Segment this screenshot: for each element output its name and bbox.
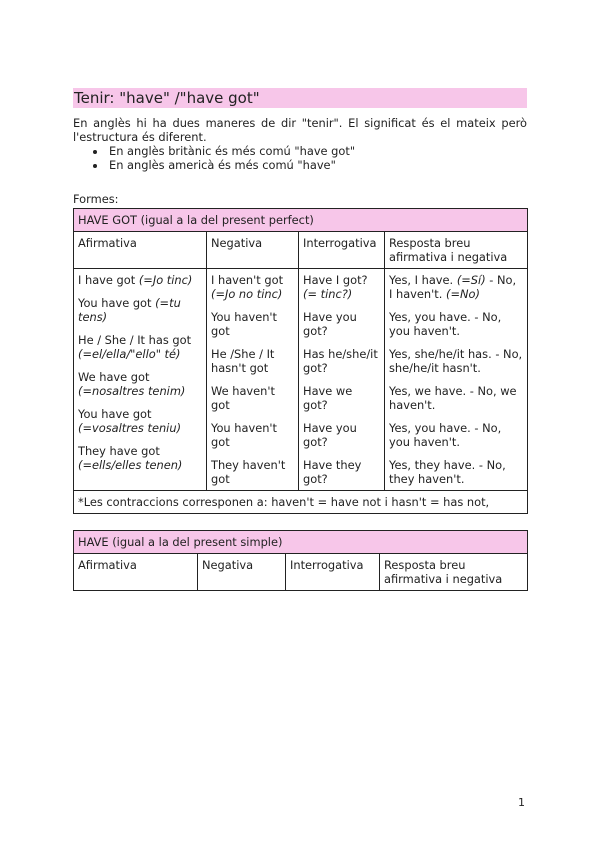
column-header-afirmativa: Afirmativa: [74, 554, 198, 591]
list-item: He /She / It hasn't got: [211, 347, 275, 375]
bullet-british: • En anglès britànic és més comú "have got": [107, 144, 527, 158]
list-item: Yes, she/he/it has. - No, she/he/it hasn't.: [389, 347, 523, 375]
table-have-got-header: HAVE GOT (igual a la del present perfect): [74, 209, 528, 232]
list-item: Have we got?: [303, 384, 353, 412]
list-item: Have you got?: [303, 310, 357, 338]
list-item: You haven't got: [211, 421, 278, 449]
column-header-negativa: Negativa: [198, 554, 286, 591]
list-item: Have you got?: [303, 421, 357, 449]
list-item: Yes, we have. - No, we haven't.: [389, 384, 517, 412]
table-footnote: *Les contraccions corresponen a: haven't = have not i hasn't = has not,: [74, 491, 528, 514]
list-item: We have got (=nosaltres tenim): [78, 370, 186, 398]
list-item: Yes, you have. - No, you haven't.: [389, 310, 502, 338]
table-have-header: HAVE (igual a la del present simple): [74, 531, 528, 554]
cell-afirmativa: [74, 269, 207, 491]
list-item: Have they got?: [303, 458, 362, 486]
list-item: I haven't got (=Jo no tinc): [211, 273, 284, 301]
column-header-resposta: Resposta breu afirmativa i negativa: [385, 232, 528, 269]
list-item: He / She / It has got (=el/ella/"ello" té): [78, 333, 192, 361]
list-item: I have got (=Jo tinc): [78, 273, 193, 287]
column-header-interrogativa: Interrogativa: [299, 232, 385, 269]
list-item: You have got (=tu tens): [78, 296, 181, 324]
bullet-list: [73, 144, 527, 172]
table-have: [73, 530, 528, 591]
list-item: You haven't got: [211, 310, 278, 338]
list-item: You have got (=vosaltres teniu): [78, 407, 182, 435]
list-item: Has he/she/it got?: [303, 347, 378, 375]
cell-interrogativa: [299, 269, 385, 491]
cell-resposta: [385, 269, 528, 491]
cell-negativa: [207, 269, 299, 491]
list-item: They haven't got: [211, 458, 286, 486]
list-item: Yes, they have. - No, they haven't.: [389, 458, 506, 486]
list-item: Yes, you have. - No, you haven't.: [389, 421, 502, 449]
column-header-resposta: Resposta breu afirmativa i negativa: [380, 554, 528, 591]
list-item: They have got (=ells/elles tenen): [78, 444, 183, 472]
intro-paragraph: En anglès hi ha dues maneres de dir "tenir". El significat és el mateix però l'estructura és diferent.: [73, 116, 527, 144]
document-page: [73, 88, 527, 591]
column-header-negativa: Negativa: [207, 232, 299, 269]
column-header-interrogativa: Interrogativa: [286, 554, 380, 591]
page-title: Tenir: "have" /"have got": [73, 88, 527, 108]
page-number: 1: [518, 796, 525, 809]
list-item: Yes, I have. (=Sí) - No, I haven't. (=No): [389, 273, 517, 301]
forms-label: Formes:: [73, 192, 119, 206]
bullet-american: • En anglès americà és més comú "have": [107, 158, 527, 172]
column-header-afirmativa: Afirmativa: [74, 232, 207, 269]
table-have-got: [73, 208, 528, 514]
list-item: We haven't got: [211, 384, 275, 412]
list-item: Have I got? (= tinc?): [303, 273, 368, 301]
